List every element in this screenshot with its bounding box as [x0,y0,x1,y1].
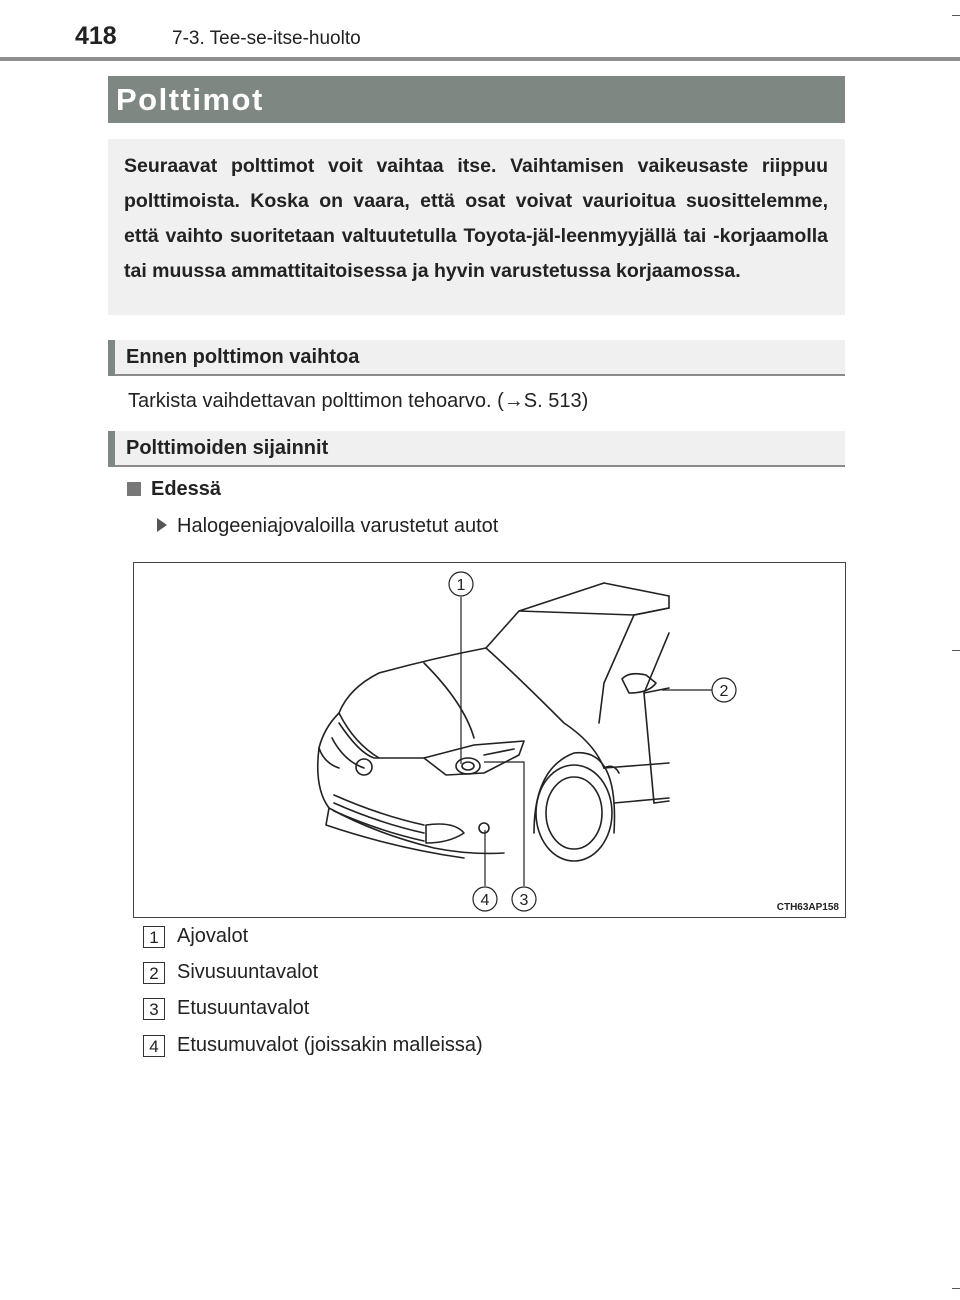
callout-4: 4 [480,892,490,909]
legend-number: 2 [143,962,165,984]
crop-mark [952,650,960,651]
legend-label: Etusumuvalot (joissakin malleissa) [177,1034,483,1056]
callout-2: 2 [719,683,729,700]
page-number: 418 [75,22,117,50]
subheader-accent [108,431,115,467]
header-rule [0,57,960,61]
subheader-locations [108,431,845,467]
section-header: 7-3. Tee-se-itse-huolto [172,28,361,49]
figure-code: CTH63AP158 [776,902,839,913]
legend-label: Sivusuuntavalot [177,961,319,983]
legend-label: Etusuuntavalot [177,997,310,1019]
triangle-bullet-icon [157,518,167,532]
front-heading: Edessä [151,478,222,500]
car-illustration [134,563,845,917]
subheader-label: Ennen polttimon vaihtoa [126,346,360,368]
intro-text: Seuraavat polttimot voit vaihtaa itse. Vaihtamisen vaikeusaste riippuu polttimoista. Koska on vaara, että osat voivat vaurioitua suosittelemme, että vaihto suoritetaan valtuutetulla Toyota-jäl-leenmyyjällä tai -korjaamolla tai muussa ammattitaitoisessa ja hyvin varustetussa korjaamossa. [124,155,828,282]
page-title: Polttimot [116,82,264,117]
variant-label: Halogeeniajovaloilla varustetut autot [177,515,499,537]
subheader-before-replacement [108,340,845,376]
callout-3: 3 [519,892,529,909]
subheader-label: Polttimoiden sijainnit [126,437,329,459]
square-bullet-icon [127,482,141,496]
legend-label: Ajovalot [177,925,249,947]
callout-1: 1 [456,577,466,594]
car-figure [133,562,846,918]
crop-mark [952,15,960,16]
crop-mark [952,1288,960,1289]
wattage-instruction: Tarkista vaihdettavan polttimon tehoarvo. (→S. 513) [128,390,589,412]
legend-number: 3 [143,998,165,1020]
legend-number: 4 [143,1035,165,1057]
legend-number: 1 [143,926,165,948]
intro-box [108,139,845,315]
title-bar [108,76,845,123]
subheader-accent [108,340,115,376]
